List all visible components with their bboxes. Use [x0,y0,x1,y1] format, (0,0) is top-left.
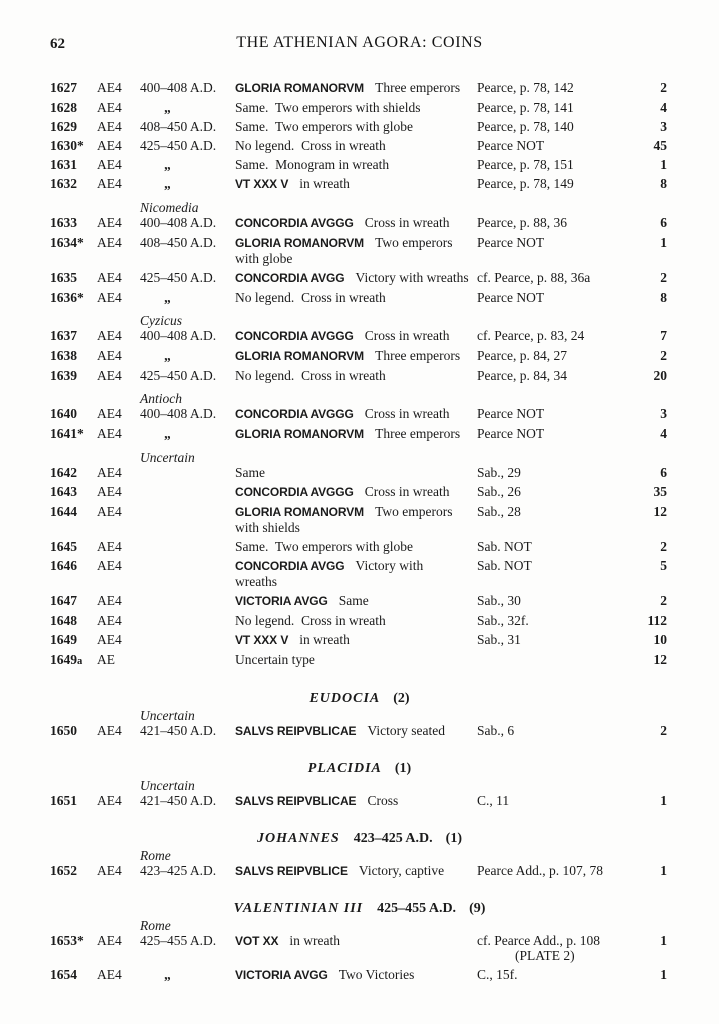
coin-description [235,967,477,983]
mint-name: Nicomedia [140,200,199,215]
denomination: AE4 [97,484,122,499]
coin-description [235,157,477,172]
reference: Pearce NOT [477,138,545,153]
description-text: Three emperors [375,348,461,363]
description-text: Cross in wreath [364,484,450,499]
specimen-count: 112 [647,613,667,628]
mint-name: Rome [140,848,171,863]
coin-legend: CONCORDIA AVGGG [235,407,354,421]
ditto-mark: „ [164,967,172,982]
reference: Sab., 29 [477,465,521,480]
catalog-number: 1627 [50,80,77,95]
specimen-count: 8 [660,176,667,191]
description-text: Two emperors [375,235,453,250]
specimen-count: 1 [660,863,667,878]
denomination: AE4 [97,933,122,948]
catalog-number: 1629 [50,119,77,134]
heading-date: 423–425 A.D. [353,831,433,846]
description-line2: with globe [235,251,293,266]
catalog-number: 1636* [50,290,84,305]
specimen-count: 2 [660,593,667,608]
reference: Sab., 6 [477,723,515,738]
coin-description [235,613,477,628]
mint-label [0,450,719,465]
specimen-count: 1 [660,235,667,250]
mint-name: Rome [140,918,171,933]
coin-legend: GLORIA ROMANORVM [235,505,365,519]
heading-count: (2) [393,691,410,706]
catalog-number: 1632 [50,176,77,191]
catalog-number [50,652,97,669]
coin-description [235,593,477,609]
denomination: AE4 [97,632,122,647]
catalog-number: 1637 [50,328,77,343]
catalog-number: 1638 [50,348,77,363]
mint-name: Uncertain [140,708,195,723]
date-range: 425–450 A.D. [140,270,217,285]
coin-description [235,406,477,422]
catalog-number: 1635 [50,270,77,285]
denomination: AE4 [97,368,122,383]
specimen-count: 1 [660,157,667,172]
catalog-number: 1630* [50,138,84,153]
reference: Sab., 30 [477,593,521,608]
coin-legend: GLORIA ROMANORVM [235,236,365,250]
specimen-count: 6 [660,465,667,480]
denomination: AE4 [97,465,122,480]
coin-legend: CONCORDIA AVGGG [235,216,354,230]
specimen-count: 4 [660,100,667,115]
reference: Pearce, p. 78, 142 [477,80,574,95]
reference: Pearce NOT [477,235,545,250]
denomination: AE4 [97,119,122,134]
table-row [0,484,719,500]
specimen-count: 1 [660,793,667,808]
specimen-count: 12 [653,504,667,519]
specimen-count: 12 [653,652,667,667]
coin-description [235,100,477,115]
description-text: in wreath [299,632,350,647]
description-text: Three emperors [375,426,461,441]
catalog-number-suffix: a [77,656,83,667]
ditto-mark: „ [164,100,172,115]
reference: Pearce, p. 78, 140 [477,119,574,134]
coin-description [235,632,477,648]
page-title: THE ATHENIAN AGORA: COINS [236,34,483,51]
ditto-mark: „ [164,176,172,191]
reference: Pearce, p. 78, 151 [477,157,574,172]
section-heading [0,761,719,776]
catalog-number: 1646 [50,558,77,573]
reference: Sab., 32f. [477,613,529,628]
specimen-count: 7 [660,328,667,343]
description-text: Three emperors [375,80,461,95]
catalog-number: 1643 [50,484,77,499]
description-line2: with shields [235,520,300,535]
coin-legend: CONCORDIA AVGG [235,271,345,285]
description-text: No legend. Cross in wreath [235,138,386,153]
page-number: 62 [50,36,65,52]
plate-note: (PLATE 2) [515,948,575,963]
mint-name: Uncertain [140,450,195,465]
reference: Pearce, p. 78, 141 [477,100,574,115]
mint-label [0,200,719,215]
table-row [0,793,719,809]
description-text: Victory, captive [358,863,445,878]
date-range: 400–408 A.D. [140,80,217,95]
mint-label [0,918,719,933]
specimen-count: 2 [660,723,667,738]
catalog-number: 1648 [50,613,77,628]
description-text: in wreath [299,176,350,191]
emperor-name: VALENTINIAN III [233,901,364,916]
denomination: AE4 [97,176,122,191]
reference: Pearce, p. 78, 149 [477,176,574,191]
ditto-mark: „ [164,157,172,172]
description-text: No legend. Cross in wreath [235,613,386,628]
reference [477,933,627,963]
coin-description [235,176,477,192]
specimen-count: 4 [660,426,667,441]
catalog-number: 1639 [50,368,77,383]
coin-legend: CONCORDIA AVGG [235,559,345,573]
specimen-count: 2 [660,348,667,363]
coin-legend: SALVS REIPVBLICE [235,864,348,878]
coin-description [235,652,477,667]
mint-name: Uncertain [140,778,195,793]
denomination: AE4 [97,539,122,554]
denomination: AE4 [97,504,122,519]
reference: Pearce NOT [477,406,545,421]
ditto-mark: „ [164,290,172,305]
mint-name: Antioch [140,391,182,406]
table-row [0,933,719,963]
reference: Sab., 28 [477,504,521,519]
description-text: Cross in wreath [364,406,450,421]
coin-legend: GLORIA ROMANORVM [235,427,365,441]
coin-description [235,793,477,809]
specimen-count: 10 [653,632,667,647]
heading-count: (1) [445,831,462,846]
denomination: AE4 [97,235,122,250]
table-row [0,406,719,422]
coin-description [235,290,477,305]
coin-description [235,504,477,535]
date-range: 421–450 A.D. [140,723,217,738]
table-row [0,632,719,648]
catalog-number: 1651 [50,793,77,808]
table-row [0,119,719,134]
catalog-number: 1652 [50,863,77,878]
mint-label [0,313,719,328]
catalog-number: 1631 [50,157,77,172]
coin-description [235,328,477,344]
coin-legend: SALVS REIPVBLICAE [235,794,357,808]
table-row [0,328,719,344]
table-row [0,593,719,609]
denomination: AE4 [97,157,122,172]
table-row [0,157,719,172]
catalog-number: 1653* [50,933,84,948]
reference: Pearce Add., p. 107, 78 [477,863,603,878]
table-row [0,290,719,305]
coin-description [235,348,477,364]
denomination: AE4 [97,80,122,95]
table-row [0,426,719,442]
reference: Pearce NOT [477,290,545,305]
description-text: Same [235,465,265,480]
coin-legend: CONCORDIA AVGGG [235,329,354,343]
catalog-number: 1640 [50,406,77,421]
denomination: AE4 [97,328,122,343]
table-row [0,539,719,554]
description-text: Two Victories [338,967,415,982]
table-row [0,176,719,192]
specimen-count: 2 [660,270,667,285]
catalog-number: 1644 [50,504,77,519]
mint-label [0,708,719,723]
emperor-name: JOHANNES [257,831,340,846]
specimen-count: 2 [660,539,667,554]
mint-name: Cyzicus [140,313,182,328]
description-text: in wreath [289,933,341,948]
denomination: AE4 [97,613,122,628]
date-range: 400–408 A.D. [140,215,217,230]
date-range: 421–450 A.D. [140,793,217,808]
reference: Sab. NOT [477,539,532,554]
reference: Pearce, p. 84, 27 [477,348,567,363]
reference: C., 11 [477,793,510,808]
page-header [0,34,719,54]
table-row [0,215,719,231]
mint-label [0,391,719,406]
coin-legend: VICTORIA AVGG [235,594,328,608]
emperor-name: PLACIDIA [307,761,382,776]
catalog-number: 1642 [50,465,77,480]
coin-legend: VICTORIA AVGG [235,968,328,982]
description-text: Same. Two emperors with globe [235,539,414,554]
table-row [0,235,719,266]
date-range: 408–450 A.D. [140,235,217,250]
description-text: Victory seated [367,723,445,738]
denomination: AE4 [97,215,122,230]
date-range: 425–450 A.D. [140,368,217,383]
description-text: Two emperors [375,504,453,519]
reference: Pearce NOT [477,426,545,441]
description-text: Same. Monogram in wreath [235,157,390,172]
date-range: 425–450 A.D. [140,138,217,153]
denomination: AE4 [97,793,122,808]
coin-description [235,558,477,589]
specimen-count: 5 [660,558,667,573]
denomination: AE4 [97,426,122,441]
coin-legend: CONCORDIA AVGGG [235,485,354,499]
specimen-count: 45 [653,138,667,153]
coin-description [235,270,477,286]
description-text: Cross [367,793,399,808]
denomination: AE4 [97,100,122,115]
table-row [0,967,719,983]
reference: Sab. NOT [477,558,532,573]
specimen-count: 1 [660,933,667,948]
table-row [0,652,719,669]
catalog-number: 1654 [50,967,77,982]
specimen-count: 3 [660,406,667,421]
catalog-number: 1650 [50,723,77,738]
denomination: AE4 [97,593,122,608]
coin-legend: VT XXX V [235,177,289,191]
coin-description [235,119,477,134]
section-heading [0,691,719,706]
specimen-count: 2 [660,80,667,95]
specimen-count: 8 [660,290,667,305]
reference: Sab., 31 [477,632,521,647]
coin-description [235,484,477,500]
coin-description [235,368,477,383]
emperor-name: EUDOCIA [309,691,381,706]
date-range: 408–450 A.D. [140,119,217,134]
table-row [0,613,719,628]
catalog-number: 1628 [50,100,77,115]
coin-description [235,539,477,554]
specimen-count: 35 [653,484,667,499]
coin-description [235,215,477,231]
coin-description [235,863,477,879]
coin-legend: GLORIA ROMANORVM [235,81,365,95]
table-row [0,348,719,364]
denomination: AE4 [97,863,122,878]
catalog-number-text: 1649 [50,652,77,667]
reference: cf. Pearce, p. 88, 36a [477,270,591,285]
table-row [0,558,719,589]
coin-description [235,933,477,949]
coin-legend: VT XXX V [235,633,289,647]
description-text: No legend. Cross in wreath [235,368,386,383]
catalog-number: 1647 [50,593,77,608]
denomination: AE4 [97,138,122,153]
coin-description [235,80,477,96]
description-line2: wreaths [235,574,277,589]
denomination: AE4 [97,558,122,573]
description-text: Cross in wreath [364,215,450,230]
table-row [0,100,719,115]
heading-count: (1) [394,761,412,776]
description-text: Same. Two emperors with shields [235,100,421,115]
description-text: No legend. Cross in wreath [235,290,386,305]
catalog-number: 1633 [50,215,77,230]
coin-description [235,138,477,153]
date-range: 423–425 A.D. [140,863,217,878]
coin-legend: VOT XX [235,934,279,948]
denomination: AE4 [97,290,122,305]
date-range: 400–408 A.D. [140,406,217,421]
specimen-count: 20 [653,368,667,383]
specimen-count: 1 [660,967,667,982]
description-text: Same [338,593,369,608]
description-text: Cross in wreath [364,328,450,343]
reference: C., 15f. [477,967,518,982]
reference-text: cf. Pearce Add., p. 108 [477,933,600,948]
catalog-number: 1645 [50,539,77,554]
reference: Pearce, p. 88, 36 [477,215,567,230]
mint-label [0,848,719,863]
specimen-count: 3 [660,119,667,134]
reference: Sab., 26 [477,484,521,499]
catalog-number: 1641* [50,426,84,441]
table-row [0,138,719,153]
catalog-number: 1634* [50,235,84,250]
description-text: Victory with [355,558,424,573]
denomination: AE [97,652,115,667]
heading-date: 425–455 A.D. [377,901,457,916]
table-row [0,80,719,96]
denomination: AE4 [97,967,122,982]
coin-description [235,235,477,266]
denomination: AE4 [97,723,122,738]
catalog-number: 1649 [50,632,77,647]
coin-description [235,426,477,442]
coin-description [235,723,477,739]
section-heading [0,901,719,916]
coin-legend: SALVS REIPVBLICAE [235,724,357,738]
reference: cf. Pearce, p. 83, 24 [477,328,585,343]
denomination: AE4 [97,348,122,363]
date-range: 425–455 A.D. [140,933,217,948]
table-row [0,270,719,286]
ditto-mark: „ [164,348,172,363]
table-row [0,504,719,535]
description-text: Same. Two emperors with globe [235,119,414,134]
description-text: Uncertain type [235,652,315,667]
table-row [0,863,719,879]
coin-description [235,465,477,480]
table-row [0,723,719,739]
reference: Pearce, p. 84, 34 [477,368,567,383]
section-heading [0,831,719,846]
date-range: 400–408 A.D. [140,328,217,343]
denomination: AE4 [97,406,122,421]
ditto-mark: „ [164,426,172,441]
denomination: AE4 [97,270,122,285]
mint-label [0,778,719,793]
table-row [0,368,719,383]
specimen-count: 6 [660,215,667,230]
description-text: Victory with wreaths [355,270,469,285]
heading-count: (9) [469,901,486,916]
table-row [0,465,719,480]
coin-legend: GLORIA ROMANORVM [235,349,365,363]
